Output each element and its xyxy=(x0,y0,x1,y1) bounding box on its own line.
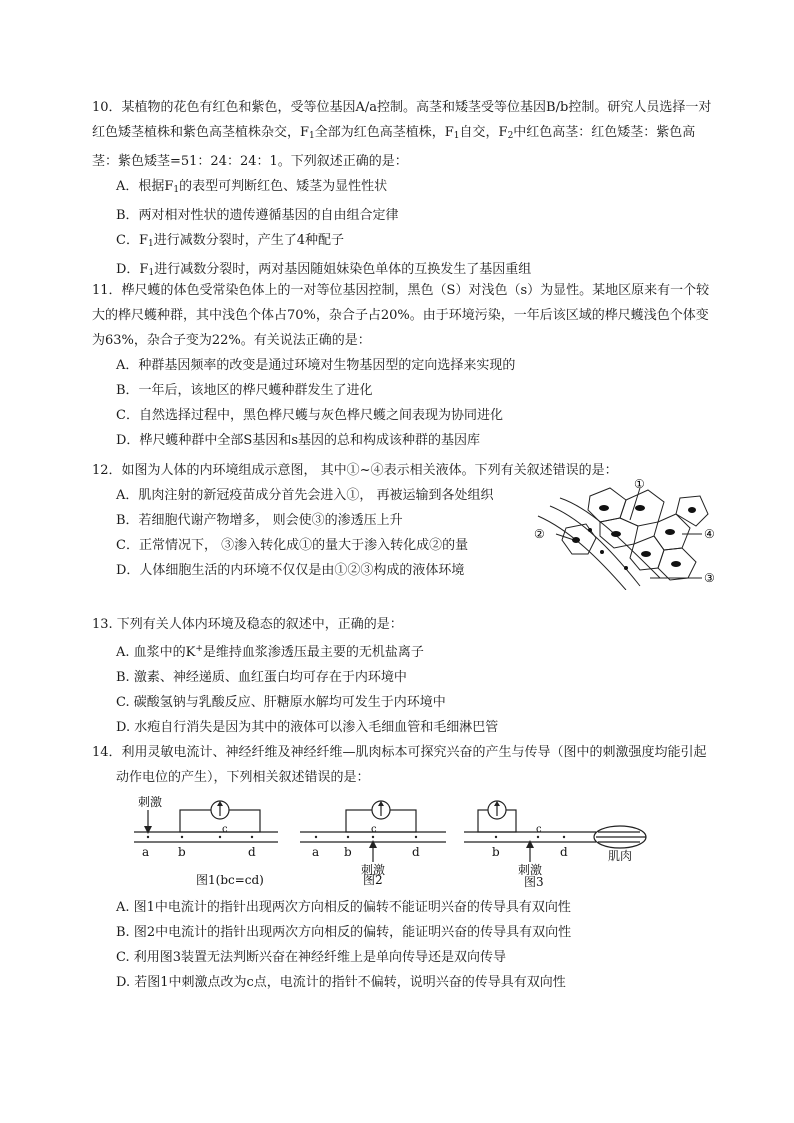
nerve-fiber-figures xyxy=(120,796,680,888)
question-11-stem: 11．桦尺蠖的体色受常染色体上的一对等位基因控制，黑色（S）对浅色（s）为显性。某地区原来有一个较大的桦尺蠖种群，其中浅色个体占70%，杂合子占20%。由于环境污染，一年后该区域的桦尺蠖浅色个体变为63%，杂合子变为22%。有关说法正确的是： xyxy=(92,283,710,348)
question-13-option-a: A. 血浆中的K+是维持血浆渗透压最主要的无机盐离子 xyxy=(116,644,424,660)
fig-label-1: ① xyxy=(634,478,645,491)
fig-label-2: ② xyxy=(534,527,545,541)
question-12-option-d: D．人体细胞生活的内环境不仅仅是由①②③构成的液体环境 xyxy=(116,563,465,578)
question-14-option-c: C. 利用图3装置无法判断兴奋在神经纤维上是单向传导还是双向传导 xyxy=(116,950,507,965)
question-10-option-c: C．$F_1$进行减数分裂时，产生了4种配子 xyxy=(116,233,344,249)
question-13-option-b: B. 激素、神经递质、血红蛋白均可存在于内环境中 xyxy=(116,670,407,685)
fig1-caption: 图1(bc=cd) xyxy=(196,873,264,887)
fig1-label-c: c xyxy=(222,824,228,835)
fig1-stimulus-label: 刺激 xyxy=(138,796,163,809)
question-10-option-b: B．两对相对性状的遗传遵循基因的自由组合定律 xyxy=(116,208,399,223)
fig3-caption: 图3 xyxy=(524,875,544,888)
question-12-option-c: C．正常情况下， ③渗入转化成①的量大于渗入转化成②的量 xyxy=(116,538,469,553)
question-14-options xyxy=(92,895,712,995)
fig2-label-c: c xyxy=(371,824,377,835)
internal-environment-diagram xyxy=(530,478,720,590)
question-11 xyxy=(92,278,712,453)
question-11-option-a: A．种群基因频率的改变是通过环境对生物基因型的定向选择来实现的 xyxy=(116,358,516,373)
question-12-option-a: A．肌肉注射的新冠疫苗成分首先会进入①， 再被运输到各处组织 xyxy=(116,488,494,503)
fig2-label-b: b xyxy=(344,845,352,859)
fig2-caption: 图2 xyxy=(363,873,383,887)
question-12-option-b: B．若细胞代谢产物增多， 则会使③的渗透压上升 xyxy=(116,513,403,528)
fig1-label-a: a xyxy=(142,845,150,859)
question-13 xyxy=(92,612,712,740)
fig2-stimulus-label: 刺激 xyxy=(361,863,386,877)
question-14-option-b: B. 图2中电流计的指针出现两次方向相反的偏转，能证明兴奋的传导具有双向性 xyxy=(116,925,572,940)
question-11-option-c: C．自然选择过程中，黑色桦尺蠖与灰色桦尺蠖之间表现为协同进化 xyxy=(116,408,503,423)
question-13-stem: 13. 下列有关人体内环境及稳态的叙述中，正确的是： xyxy=(92,617,403,632)
fig1-label-d: d xyxy=(248,845,256,859)
fig3-muscle-label: 肌肉 xyxy=(608,849,633,863)
fig2-label-a: a xyxy=(312,845,320,859)
fig1-label-b: b xyxy=(178,845,186,859)
fig3-stimulus-label: 刺激 xyxy=(518,863,543,877)
question-10-option-d: D．$F_1$进行减数分裂时，两对基因随姐妹染色单体的互换发生了基因重组 xyxy=(116,262,532,278)
question-11-option-b: B．一年后，该地区的桦尺蠖种群发生了进化 xyxy=(116,383,373,398)
fig-label-3: ③ xyxy=(704,571,715,585)
question-12-stem: 12．如图为人体的内环境组成示意图， 其中①~④表示相关液体。下列有关叙述错误的是： xyxy=(92,463,618,478)
question-10-stem: 10．某植物的花色有红色和紫色，受等位基因A/a控制。高茎和矮茎受等位基因B/b控制。研究人员选择一对红色矮茎植株和紫色高茎植株杂交，$F_1$全部为红色高茎植株，$F_1$自交，$F_2$中红色高茎：红色矮茎：紫色高茎：紫色矮茎=51：24：24：1。下列叙述正确的是： xyxy=(92,100,712,169)
question-14-option-d: D. 若图1中刺激点改为c点，电流计的指针不偏转，说明兴奋的传导具有双向性 xyxy=(116,975,566,990)
question-14-stem: 14．利用灵敏电流计、神经纤维及神经纤维—肌肉标本可探究兴奋的产生与传导（图中的刺激强度均能引起动作电位的产生），下列相关叙述错误的是： xyxy=(92,745,707,785)
question-13-option-c: C. 碳酸氢钠与乳酸反应、肝糖原水解均可发生于内环境中 xyxy=(116,695,446,710)
question-10-option-a: A．根据$F_1$的表型可判断红色、矮茎为显性性状 xyxy=(116,179,388,195)
question-10 xyxy=(92,95,712,286)
question-14-option-a: A. 图1中电流计的指针出现两次方向相反的偏转不能证明兴奋的传导具有双向性 xyxy=(116,900,571,915)
fig-label-4: ④ xyxy=(704,527,715,541)
question-14 xyxy=(92,740,712,790)
fig3-label-c: c xyxy=(536,824,542,835)
question-11-option-d: D．桦尺蠖种群中全部S基因和s基因的总和构成该种群的基因库 xyxy=(116,433,481,448)
fig2-label-d: d xyxy=(412,845,420,859)
question-13-option-d: D. 水疱自行消失是因为其中的液体可以渗入毛细血管和毛细淋巴管 xyxy=(116,720,499,735)
fig3-label-b: b xyxy=(492,845,500,859)
fig3-label-d: d xyxy=(560,845,568,859)
